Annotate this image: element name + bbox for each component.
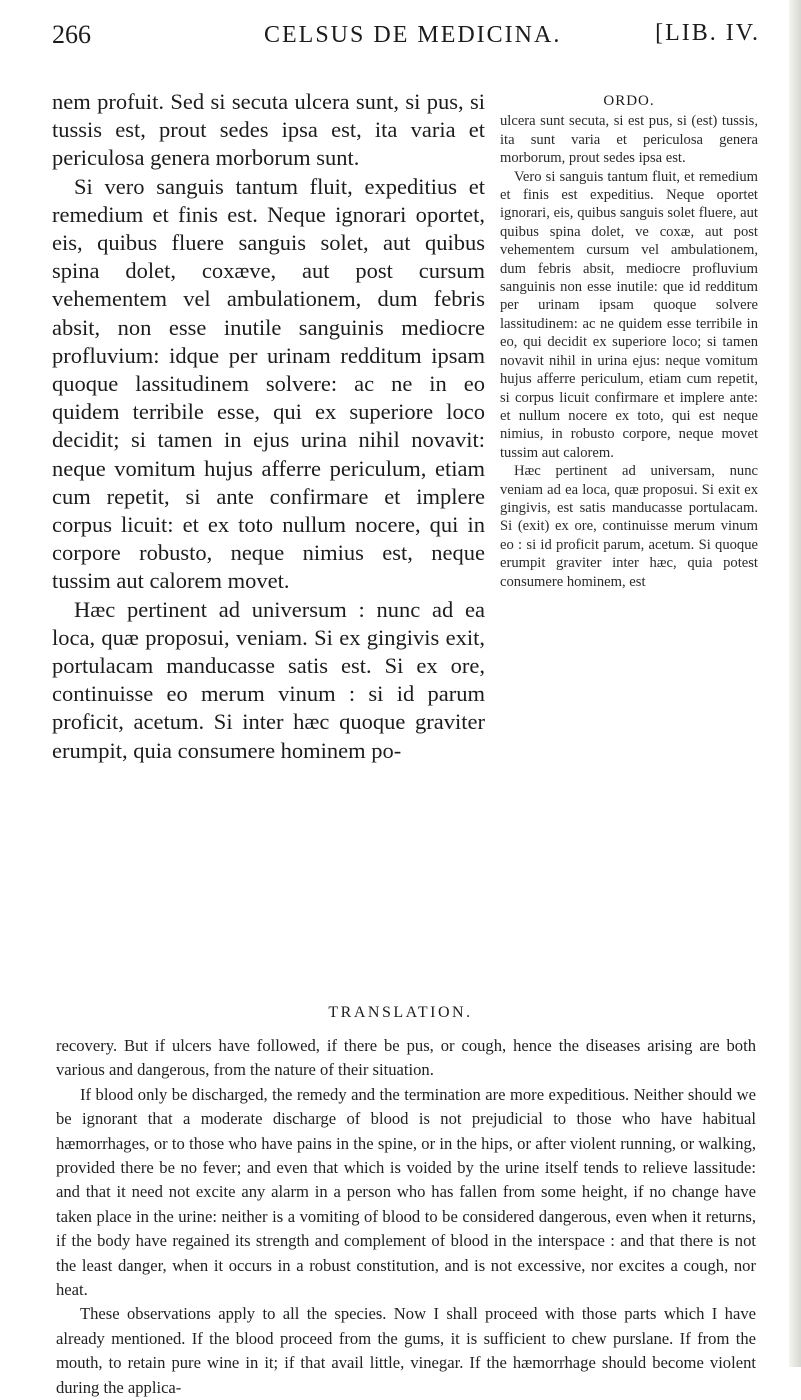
ordo-paragraph: Vero si sanguis tantum fluit, et remedium et finis est expeditius. Neque oportet ignorari, eis, quibus sanguis solet fluere, aut quibus spina dolet, ve coxæ, aut post vehementem cursum vel ambulationem, dum febris absit, mediocre profluvium sanguinis non esse inutile: que id redditum per urinam ipsam quoque solvere lassitudinem: ac ne quidem esse terribile in eo, qui decidit ex superiore loco; si tamen novavit nihil in urina ejus: neque vomitum hujus afferre periculum, etiam cum repetit, si corpus licuit confirmare et implere ante: et nullum nocere ex toto, qui est neque nimius, in robusto corpore, neque movet tussim aut calorem. [500, 168, 758, 461]
ordo-heading: ORDO. [603, 93, 655, 109]
running-title: CELSUS DE MEDICINA. [264, 22, 562, 48]
latin-paragraph: Hæc pertinent ad universum : nunc ad ea loca, quæ proposui, veniam. Si ex gingivis exit, portulacam manducasse satis est. Si ex ore, continuisse eo merum vinum : si id parum proficit, acetum. Si inter hæc quoque graviter erumpit, quia consumere hominem po- [52, 596, 485, 763]
page-number: 266 [52, 20, 91, 49]
book-label: [LIB. IV. [655, 20, 760, 46]
latin-text-column [52, 88, 485, 765]
translation-paragraph: If blood only be discharged, the remedy and the termination are more expeditious. Neither should we be ignorant that a moderate discharge of blood is not prejudicial to those who have habitual hæmorrhages, or to those who have pains in the spine, or in the hips, or after violent running, or walking, provided there be no fever; and even that which is voided by the urine itself tends to relieve lassitude: and that it need not excite any alarm in a person who has fallen from some height, if no change have taken place in the urine: neither is a vomiting of blood to be considered dangerous, even when it returns, if the body have regained its strength and complement of blood in the interspace : and that there is not the least danger, when it occurs in a robust constitution, and is not excessive, nor excites a cough, nor heat. [56, 1084, 756, 1300]
translation-paragraph: These observations apply to all the species. Now I shall proceed with those parts which I have already mentioned. If the blood proceed from the gums, it is sufficient to chew purslane. If from the mouth, to retain pure wine in it; if that avail little, vinegar. If the hæmorrhage should become violent during the applica- [56, 1304, 756, 1397]
translation-paragraph: recovery. But if ulcers have followed, if there be pus, or cough, hence the diseases arising are both various and dangerous, from the nature of their situation. [56, 1036, 756, 1080]
page-edge [789, 0, 801, 1367]
ordo-column [500, 92, 758, 591]
translation-text [56, 1034, 756, 1400]
ordo-paragraph: ulcera sunt secuta, si est pus, si (est) tussis, ita sunt varia et periculosa genera morborum, prout sedes ipsa est. [500, 113, 758, 167]
page-header [52, 18, 760, 58]
translation-heading: TRANSLATION. [328, 1004, 473, 1021]
latin-paragraph: nem profuit. Sed si secuta ulcera sunt, si pus, si tussis est, prout sedes ipsa est, ita varia et periculosa genera morborum sunt. [52, 89, 485, 171]
latin-paragraph: Si vero sanguis tantum fluit, expeditius et remedium et finis est. Neque ignorari oportet, eis, quibus fluere sanguis solet, aut quibus spina dolet, coxæve, aut post cursum vehementem vel ambulationem, dum febris absit, non esse inutile sanguinis mediocre profluvium: idque per urinam redditum ipsam quoque lassitudinem solvere: ac ne in eo quidem terribile esse, qui ex superiore loco decidit; si tamen in ejus urina nihil novavit: neque vomitum hujus afferre periculum, etiam cum repetit, si ante confirmare et implere corpus licuit: et ex toto nullum nocere, qui in corpore robusto, neque nimius est, neque tussim aut calorem movet. [52, 173, 485, 594]
ordo-paragraph: Hæc pertinent ad universam, nunc veniam ad ea loca, quæ proposui. Si exit ex gingivis, est satis manducasse portulacam. Si (exit) ex ore, continuisse merum vinum eo : si id proficit parum, acetum. Si quoque erumpit graviter inter hæc, quia potest consumere hominem, est [500, 463, 758, 590]
